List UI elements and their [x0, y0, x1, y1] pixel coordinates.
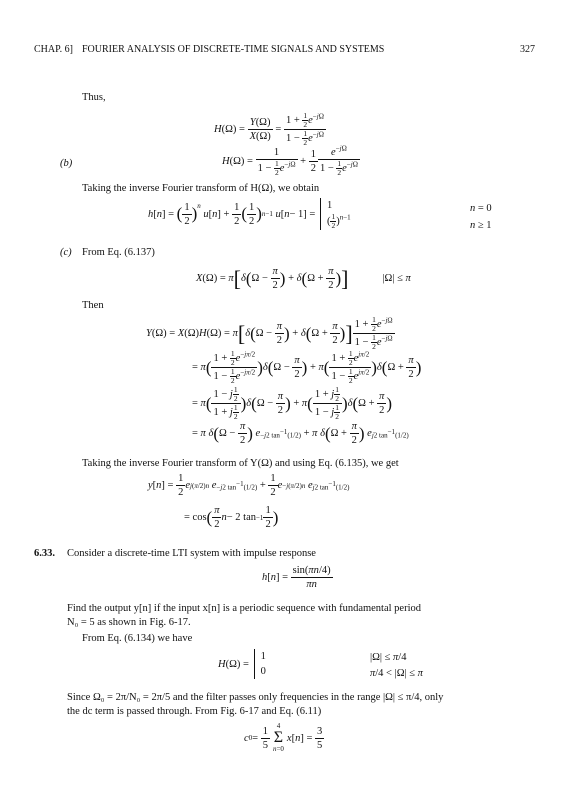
equation-Y-4: = π δ ( Ω − $\frac{\pi}{2}$ ) e −j2 $\tan^{-1}(1/2)$ + π δ ( Ω + $\frac{\pi}{2}$ ) e j2 $\tan^{-1}(1/2)$	[192, 421, 409, 446]
text-since-2: the dc term is passed through. From Fig. 6-17 and Eq. (6.11)	[67, 706, 322, 717]
chapter-title: FOURIER ANALYSIS OF DISCRETE-TIME SIGNALS AND SYSTEMS	[82, 44, 385, 55]
text-n0: N₀ = 5 as shown in Fig. 6-17.	[67, 617, 191, 628]
text-since-1: Since Ω₀ = 2π/N₀ = 2π/5 and the filter passes only frequencies in the range |Ω| ≤ π/4, only	[67, 692, 444, 703]
equation-H-ratio: H (Ω) = $\frac{Y(\Omega)}{X(\Omega)}$ = 1 + $\frac{1}{2}$ $e^{-j\Omega}$ 1 − $\frac{1}{2}$ $e^{-j\Omega}$	[214, 111, 324, 147]
text-thus: Thus,	[82, 92, 106, 103]
text-from-eq134: From Eq. (6.134) we have	[82, 633, 193, 644]
case-n-0: n = 0	[470, 203, 492, 214]
equation-H-filter: H (Ω) = 1 0	[218, 651, 266, 677]
equation-Y-1: Y (Ω) = X (Ω) H (Ω) = π [ δ ( Ω − $\frac{\pi}{2}$ ) + δ ( Ω + $\frac{\pi}{2}$ ) ] 1 + $\frac{1}{2}$ $e^{-j\Omega}$ 1 − $\frac{1}{2}$ $e^{-j\Omega}$	[146, 315, 393, 351]
text-find-output: Find the output y[n] if the input x[n] is a periodic sequence with fundamental period	[67, 603, 421, 614]
filter-case-stop: π/4 < |Ω| ≤ π	[370, 668, 423, 679]
text-from-eq137: From Eq. (6.137)	[82, 247, 155, 258]
case-n-ge-1: n ≥ 1	[470, 220, 492, 231]
equation-y-cos: = cos ( $\frac{\pi}{2}$ n − 2 tan −1 $\frac{1}{2}$ )	[184, 505, 279, 530]
label-c: (c)	[60, 247, 72, 258]
equation-H-partial: H (Ω) = 1 1 − $\frac{1}{2}$ $e^{-j\Omega}$ + $\frac{1}{2}$ $e^{-j\Omega}$ 1 − $\frac{1}{2}$ $e^{-j\Omega}$	[222, 144, 358, 177]
text-taking-Y: Taking the inverse Fourier transform of Y(Ω) and using Eq. (6.135), we get	[82, 458, 399, 469]
page-number: 327	[520, 44, 535, 55]
equation-Y-3: = π ( 1 − j $\frac{1}{2}$ 1 + j $\frac{1}{2}$ ) δ ( Ω − $\frac{\pi}{2}$ ) + π ( 1 + j $\frac{1}{2}$ 1 − j $\frac{1}{2}$ ) δ ( Ω + $\frac{\pi}{2}$ )	[192, 385, 393, 421]
chapter-label: CHAP. 6]	[34, 44, 73, 55]
problem-text: Consider a discrete-time LTI system with impulse response	[67, 548, 316, 559]
text-taking-H: Taking the inverse Fourier transform of H(Ω), we obtain	[82, 183, 320, 194]
equation-y-n: y [ n ] = $\frac{1}{2}$ e j(π/2)n e −j2 $\tan^{-1}(1/2)$ + $\frac{1}{2}$ e −j(π/2)n e j2 $\tan^{-1}(1/2)$	[148, 473, 350, 498]
equation-h-n: h [ n ] = ( $\frac{1}{2}$ ) n u [ n ] + $\frac{1}{2}$ ( $\frac{1}{2}$ ) n−1 u [ n − 1] = 1 ( $\frac{1}{2}$ )$^{n-1}$	[148, 200, 351, 230]
equation-Y-2: = π ( 1 + $\frac{1}{2}$ $e^{-j\pi/2}$ 1 − $\frac{1}{2}$ $e^{-j\pi/2}$ ) δ ( Ω − $\frac{\pi}{2}$ ) + π ( 1 + $\frac{1}{2}$ $e^{j\pi/2}$ 1 − $\frac{1}{2}$ $e^{j\pi/2}$ ) δ ( Ω + $\frac{\pi}{2}$ )	[192, 349, 422, 385]
problem-number: 6.33.	[34, 548, 55, 559]
equation-c0: c 0 = $\frac{1}{5}$ 4 Σ n=0 x [ n ] = $\frac{3}{5}$	[244, 722, 323, 753]
text-then: Then	[82, 300, 104, 311]
equation-h-impulse: h [ n ] = $\frac{\sin(\pi n/4)}{\pi n}$	[262, 565, 331, 590]
filter-case-pass: |Ω| ≤ π/4	[370, 652, 407, 663]
label-b: (b)	[60, 158, 73, 169]
equation-X-omega: X (Ω) = π [ δ ( Ω − $\frac{\pi}{2}$ ) + δ ( Ω + $\frac{\pi}{2}$ ) ] |Ω| ≤ π	[196, 265, 411, 291]
